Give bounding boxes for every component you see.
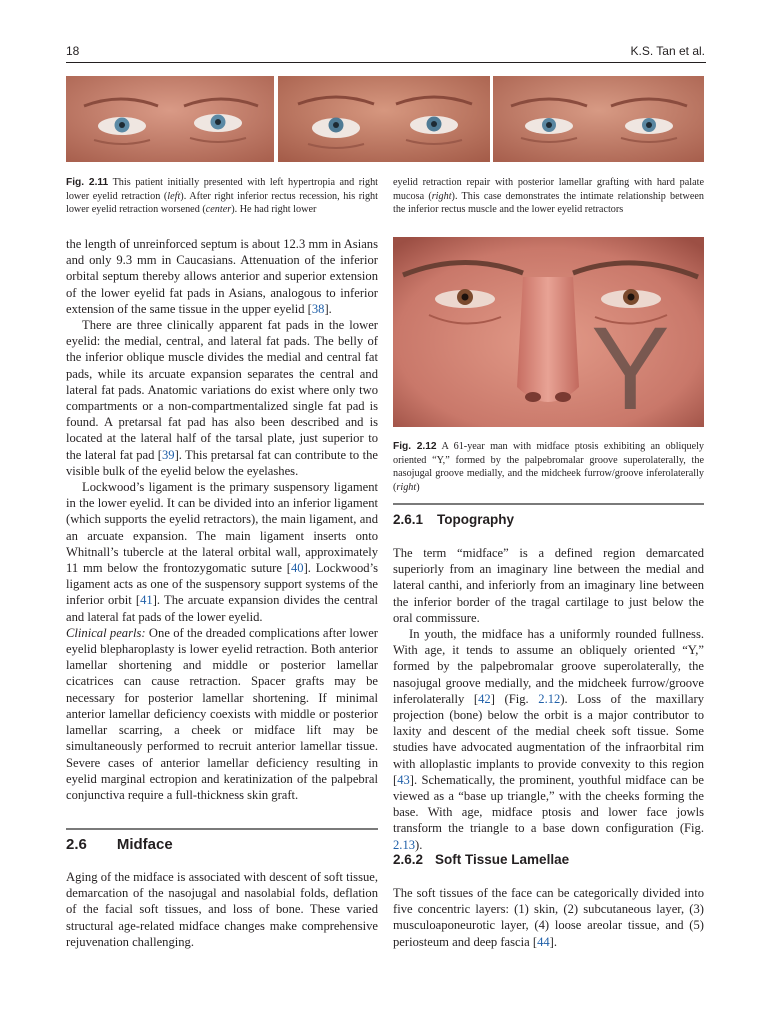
paragraph: the length of unreinforced septum is about 12.3 mm in Asians and only 9.3 mm in Caucasians. Attenuation of the inferior orbital septum thereby allows anterior and superior extension of the lower eyelid fat pads in Asians, analogous to inferior extension of the same tissue in the upper eyelid [38]. [66, 237, 378, 316]
fig-2-11-label: Fig. 2.11 [66, 177, 109, 188]
left-column-text [66, 236, 378, 803]
section-title: Topography [437, 512, 515, 527]
paragraph: The soft tissues of the face can be categorically divided into five concentric layers: (1) skin, (2) subcutaneous layer, (3) musculoaponeurotic layer, (4) loose areolar tissue, and (5) periosteum and deep fascia [44]. [393, 886, 704, 949]
section-rule [66, 828, 378, 830]
section-2-6-body [66, 869, 378, 950]
section-number: 2.6.2 [393, 852, 424, 867]
paragraph: Clinical pearls: One of the dreaded complications after lower eyelid blepharoplasty is lower eyelid retraction. Both anterior lamellar shortening and middle or posterior lamellar cicatrices can cause retraction. Spacer grafts may be necessary for posterior lamellar shortening. If minimal anterior lamellar deficiency coexists with middle or posterior lamellar scarring, a cheek or midface lift may be simultaneously performed to recruit anterior lamellar tissue. Severe cases of anterior lamellar deficiency resulting in eyelid marginal ectropion and keratinization of the palpebral conjunctiva require a full-thickness skin graft. [66, 625, 379, 802]
fig-2-12-caption [393, 440, 704, 494]
section-rule [393, 503, 704, 505]
section-2-6-1-heading [393, 512, 514, 527]
fig-2-12-photo [393, 237, 704, 427]
fig-2-11-photo-left [66, 76, 274, 162]
fig-2-12-label: Fig. 2.12 [393, 441, 437, 452]
fig-2-11-caption-text: This patient initially presented with left hypertropia and right lower eyelid retraction (left). After right inferior rectus recession, his right lower eyelid retraction worsened (center). He had right lower [66, 177, 379, 216]
paragraph: Aging of the midface is associated with descent of soft tissue, demarcation of the nasojugal and nasolabial folds, deflation of the facial soft tissues, and loss of bone. These varied structural age-related midface changes make comprehensive rejuvenation challenging. [66, 870, 378, 949]
section-title: Soft Tissue Lamellae [435, 852, 570, 867]
fig-2-11-caption-right: eyelid retraction repair with posterior lamellar grafting with hard palate mucosa (right). This case demonstrates the intimate relationship between the inferior rectus muscle and the lower eyelid retractors [393, 177, 704, 216]
section-number: 2.6 [66, 836, 87, 853]
section-2-6-1-body [393, 545, 704, 853]
fig-2-12-y-overlay: Y [591, 303, 670, 427]
section-2-6-heading [66, 836, 173, 853]
paragraph: Lockwood’s ligament is the primary suspensory ligament in the lower eyelid. It can be divided into an inferior ligament (which supports the eyelid retractors), the main ligament, and an arcuate expansion. The main ligament inserts onto Whitnall’s tubercle at the lateral orbital wall, approximately 11 mm below the frontozygomatic suture [40]. Lockwood’s ligament acts as one of the suspensory support systems of the inferior orbit [41]. The arcuate expansion divides the central and lateral fat pads of the lower eyelid. [66, 480, 378, 624]
section-number: 2.6.1 [393, 512, 424, 527]
fig-2-11-photo-center [278, 76, 490, 162]
section-title: Midface [116, 836, 173, 853]
running-head: K.S. Tan et al. [630, 44, 705, 58]
fig-2-11-photo-right [493, 76, 704, 162]
section-2-6-2-heading [393, 852, 569, 867]
paragraph: In youth, the midface has a uniformly rounded fullness. With age, it tends to assume an obliquely oriented “Y,” formed by the palpebromalar groove superolaterally, the nasojugal groove medially, and the midcheek furrow/groove inferolaterally [42] (Fig. 2.12). Loss of the maxillary projection (bone) below the orbit is a major contributor to laxity and descent of the medial cheek soft tissue. Some studies have advocated augmentation of the infraorbital rim with alloplastic implants to provide convexity to this region [43]. Schematically, the prominent, youthful midface can be viewed as a “base up triangle,” with the cheeks forming the base. With age, midface ptosis and lower face jowls transform the triangle to a base down configuration (Fig. 2.13). [393, 627, 704, 852]
paragraph: The term “midface” is a defined region demarcated superiorly from an imaginary line between the medial and lateral canthi, and inferiorly from an imaginary line between the inferior border of the tragal cartilage to just below the oral commissure. [393, 546, 704, 625]
header-rule [66, 62, 706, 63]
page-number: 18 [66, 44, 80, 58]
fig-2-12-caption-text: A 61-year man with midface ptosis exhibiting an obliquely oriented “Y,” formed by the palpebromalar groove superolaterally, the nasojugal groove medially, and the midcheek furrow/groove inferolaterally (right) [393, 441, 705, 493]
paragraph: There are three clinically apparent fat pads in the lower eyelid: the medial, central, and lateral fat pads. The belly of the inferior oblique muscle divides the medial and central fat pads, while its arcuate expansion separates the central and lateral fat pads. Anatomic variations do exist where only two compartments or a non-compartmentalized single fat pad is found. A pretarsal fat pad has also been described and is located at the lateral half of the tarsal plate, just superior to the lateral fat pad [39]. This pretarsal fat can contribute to the visible bulk of the eyelid below the eyelashes. [66, 318, 378, 478]
fig-2-11-caption-left [66, 176, 378, 217]
section-2-6-2-body [393, 885, 704, 950]
